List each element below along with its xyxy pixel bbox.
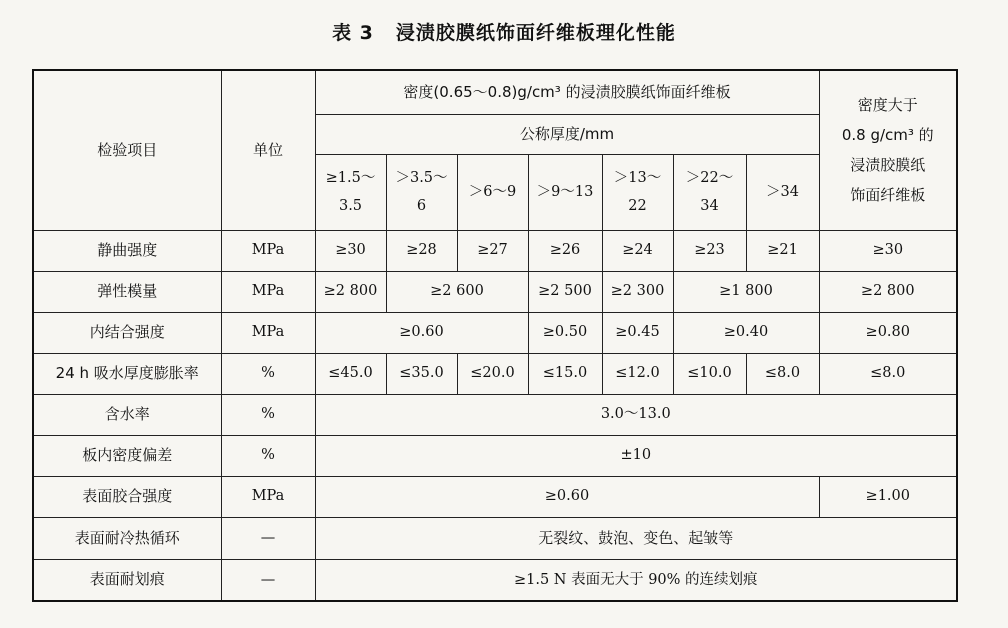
row-item: 表面耐划痕 [33, 559, 221, 601]
header-thickness: 公称厚度/mm [315, 114, 819, 154]
thickness-range: ＞3.5～ 6 [386, 154, 457, 230]
cell-value: ≥2 500 [528, 271, 602, 312]
row-unit: MPa [221, 312, 315, 353]
thickness-range: ≥1.5～ 3.5 [315, 154, 386, 230]
row-unit: % [221, 394, 315, 435]
thickness-range: ＞34 [746, 154, 819, 230]
header-high-density: 密度大于 0.8 g/cm³ 的 浸渍胶膜纸 饰面纤维板 [819, 70, 957, 230]
header-item: 检验项目 [33, 70, 221, 230]
cell-value: ≥0.45 [602, 312, 673, 353]
cell-value: ≥1.5 N 表面无大于 90% 的连续划痕 [315, 559, 957, 601]
cell-value: ≥2 300 [602, 271, 673, 312]
cell-value: ≥0.60 [315, 476, 819, 517]
table-row [33, 476, 957, 517]
cell-value: ≤35.0 [386, 353, 457, 394]
cell-high-density: ≤8.0 [819, 353, 957, 394]
thickness-range: ＞6～9 [457, 154, 528, 230]
cell-value: ≤20.0 [457, 353, 528, 394]
table-caption: 浸渍胶膜纸饰面纤维板理化性能 [395, 22, 676, 44]
cell-value: ≥24 [602, 230, 673, 271]
header-row-1 [33, 70, 957, 114]
cell-value: ≤15.0 [528, 353, 602, 394]
cell-value: ≥0.40 [673, 312, 819, 353]
row-unit: — [221, 517, 315, 559]
row-unit: MPa [221, 230, 315, 271]
table-row [33, 230, 957, 271]
table-row [33, 353, 957, 394]
thickness-range: ＞9～13 [528, 154, 602, 230]
table-row [33, 312, 957, 353]
row-unit: MPa [221, 476, 315, 517]
table-row [33, 435, 957, 476]
row-item: 表面胶合强度 [33, 476, 221, 517]
cell-value: ≤45.0 [315, 353, 386, 394]
table-row [33, 394, 957, 435]
cell-value: ≥30 [315, 230, 386, 271]
cell-value: ≥2 800 [315, 271, 386, 312]
properties-table [32, 69, 958, 602]
cell-high-density: ≥2 800 [819, 271, 957, 312]
cell-value: ≥28 [386, 230, 457, 271]
row-item: 静曲强度 [33, 230, 221, 271]
table-number: 表 3 [332, 22, 374, 44]
cell-value: ≥26 [528, 230, 602, 271]
header-density-group: 密度(0.65～0.8)g/cm³ 的浸渍胶膜纸饰面纤维板 [315, 70, 819, 114]
cell-high-density: ≥1.00 [819, 476, 957, 517]
row-item: 含水率 [33, 394, 221, 435]
row-unit: MPa [221, 271, 315, 312]
row-item: 弹性模量 [33, 271, 221, 312]
cell-value: ≥0.60 [315, 312, 528, 353]
row-unit: — [221, 559, 315, 601]
row-item: 板内密度偏差 [33, 435, 221, 476]
row-item: 内结合强度 [33, 312, 221, 353]
cell-value: ±10 [315, 435, 957, 476]
cell-value: ≥2 600 [386, 271, 528, 312]
cell-value: ≤10.0 [673, 353, 746, 394]
table-row [33, 517, 957, 559]
cell-value: ≤8.0 [746, 353, 819, 394]
cell-value: ≥0.50 [528, 312, 602, 353]
table-title [0, 18, 1008, 45]
header-unit: 单位 [221, 70, 315, 230]
table-row [33, 271, 957, 312]
cell-value: 无裂纹、鼓泡、变色、起皱等 [315, 517, 957, 559]
thickness-range: ＞22～ 34 [673, 154, 746, 230]
cell-value: ≥21 [746, 230, 819, 271]
cell-value: ≥1 800 [673, 271, 819, 312]
cell-value: ≤12.0 [602, 353, 673, 394]
row-unit: % [221, 353, 315, 394]
row-item: 24 h 吸水厚度膨胀率 [33, 353, 221, 394]
cell-value: ≥23 [673, 230, 746, 271]
cell-value: 3.0～13.0 [315, 394, 957, 435]
cell-value: ≥27 [457, 230, 528, 271]
table-row [33, 559, 957, 601]
row-unit: % [221, 435, 315, 476]
thickness-range: ＞13～ 22 [602, 154, 673, 230]
cell-high-density: ≥0.80 [819, 312, 957, 353]
cell-high-density: ≥30 [819, 230, 957, 271]
row-item: 表面耐冷热循环 [33, 517, 221, 559]
